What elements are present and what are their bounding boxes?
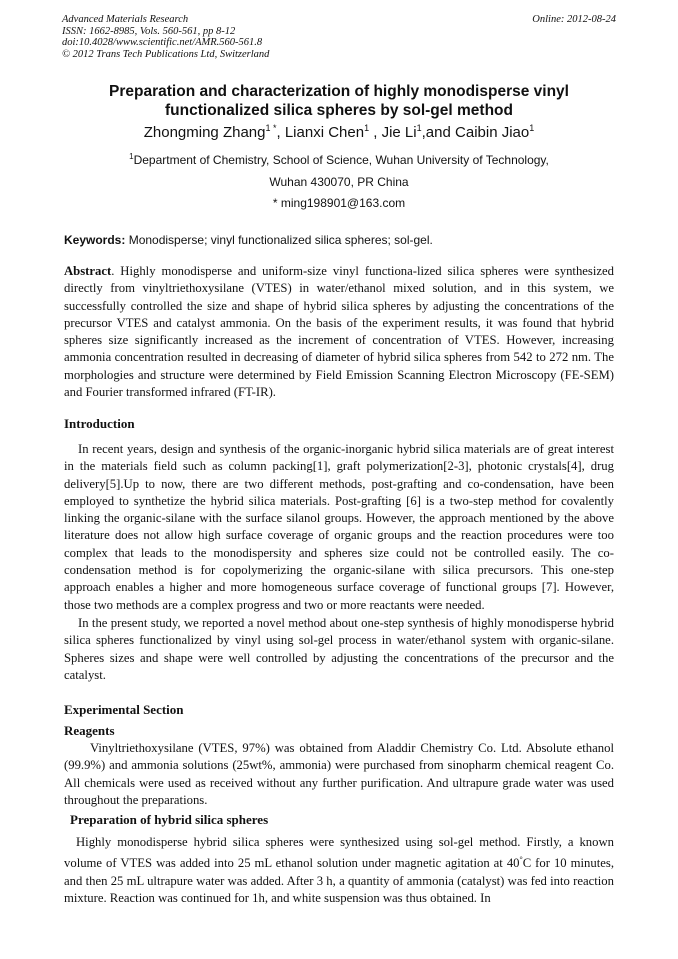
affiliation-line-1 xyxy=(0,152,678,167)
preparation-heading: Preparation of hybrid silica spheres xyxy=(70,812,269,827)
author-list: Zhongming Zhang$^{1 *}$, Lianxi Chen$^1$ , Jie Li$^1$,and Caibin Jiao$^1$ xyxy=(143,123,535,141)
reagents-heading: Reagents xyxy=(64,723,115,738)
keywords xyxy=(64,233,433,247)
preparation-paragraph xyxy=(64,834,614,907)
degree-symbol: ° xyxy=(519,855,523,865)
abstract-text: . Highly monodisperse and uniform-size vinyl functiona-lized silica spheres were synthesized directly from vinyltriethoxysilane (VTES) in water/ethanol mixed solution, and in this system, we successfully controlled the size and shape of hybrid silica spheres by adjusting the concentrations of the precursor VTES and catalyst ammonia. On the basis of the experiment results, it was found that hybrid spheres size significantly increased as the increment of concentration of VTES. However, increasing ammonia concentration resulted in decreasing of diameter of hybrid silica spheres from 542 to 272 nm. The morphologies and structure were determined by Field Emission Scanning Electron Microscopy (FE-SEM) and Fourier transformed infrared (FT-IR). xyxy=(64,264,614,400)
affiliation-mark: 1 xyxy=(129,152,134,161)
abstract xyxy=(64,263,614,401)
keywords-label: Keywords: xyxy=(64,233,126,247)
introduction-paragraph-2: In the present study, we reported a novel method about one-step synthesis of highly monodisperse hybrid silica spheres functionalized by vinyl using sol-gel process in water/ethanol system with organic-silane. Spheres sizes and shape were well controlled by adjusting the concentrations of the precursor and the catalyst. xyxy=(64,616,614,682)
copyright-line: © 2012 Trans Tech Publications Ltd, Switzerland xyxy=(62,48,270,60)
author-name: Zhongming Zhang xyxy=(143,124,266,141)
preparation-text-a: Highly monodisperse hybrid silica spheres were synthesized using sol-gel method. Firstly, a known volume of VTES was added into 25 mL ethanol solution under magnetic agitation at 40 xyxy=(64,835,614,871)
author-name: Jie Li xyxy=(381,124,417,141)
affiliation-text: Department of Chemistry, School of Science, Wuhan University of Technology, xyxy=(133,153,549,167)
introduction-heading: Introduction xyxy=(64,416,135,431)
issn-line: ISSN: 1662-8985, Vols. 560-561, pp 8-12 xyxy=(62,25,236,37)
preparation-text-b: C for 10 minutes, and then 25 mL ultrapure water was added. After 3 h, a quantity of ammonia (catalyst) was fed into reaction mixture. Reaction was continued for 1h, and white suspension was thus obtained. In xyxy=(64,856,614,906)
keywords-text: Monodisperse; vinyl functionalized silica spheres; sol-gel. xyxy=(128,233,433,247)
paper-title: Preparation and characterization of highly monodisperse vinyl functionalized silica spheres by sol-gel method xyxy=(109,83,569,119)
author-affil-mark: 1 xyxy=(416,123,422,133)
author-affil-mark: 1 * xyxy=(265,123,277,133)
journal-header xyxy=(62,14,269,60)
online-date: Online: 2012-08-24 xyxy=(532,14,616,25)
author-name: Caibin Jiao xyxy=(455,124,530,141)
journal-name: Advanced Materials Research xyxy=(62,14,189,25)
author-affil-mark: 1 xyxy=(529,123,535,133)
introduction-paragraph-1: In recent years, design and synthesis of the organic-inorganic hybrid silica materials are of great interest in the materials field such as column packing[1], graft polymerization[2-3], photonic crystals[4], drug delivery[5].Up to now, there are two different methods, post-grafting and co-condensation, have been employed to synthetize the hybrid silica materials. Post-grafting [6] is a two-step method for covalently linking the organic-silane with the surface silanol groups. However, the approach mentioned by the above literature does not allow high surface coverage of organic groups and the reaction procedures were too complex that leads to the monodispersity and spheres size could not be controlled easily. The co-condensation method is for copolymerizing the organic-silane with silica precursors. This one-step approach enables a higher and more homogeneous surface coverage of functional groups [7]. However, those two methods are a complex progress and two or more reactants were needed. xyxy=(64,442,614,612)
author-affil-mark: 1 xyxy=(364,123,370,133)
author-name: Lianxi Chen xyxy=(284,124,365,141)
reagents-paragraph: Vinyltriethoxysilane (VTES, 97%) was obtained from Aladdir Chemistry Co. Ltd. Absolute ethanol (99.9%) and ammonia solutions (25wt%, ammonia) were purchased from sinopharm chemical reagent Co. All chemicals were used as received without any further purification. And ultrapure grade water was used throughout the preparations. xyxy=(64,741,614,807)
doi-line: doi:10.4028/www.scientific.net/AMR.560-561.8 xyxy=(62,37,263,48)
affiliation-line-2: Wuhan 430070, PR China xyxy=(269,175,409,189)
corresponding-email: * ming198901@163.com xyxy=(272,196,406,210)
abstract-label: Abstract xyxy=(64,264,112,278)
experimental-heading: Experimental Section xyxy=(64,702,184,717)
